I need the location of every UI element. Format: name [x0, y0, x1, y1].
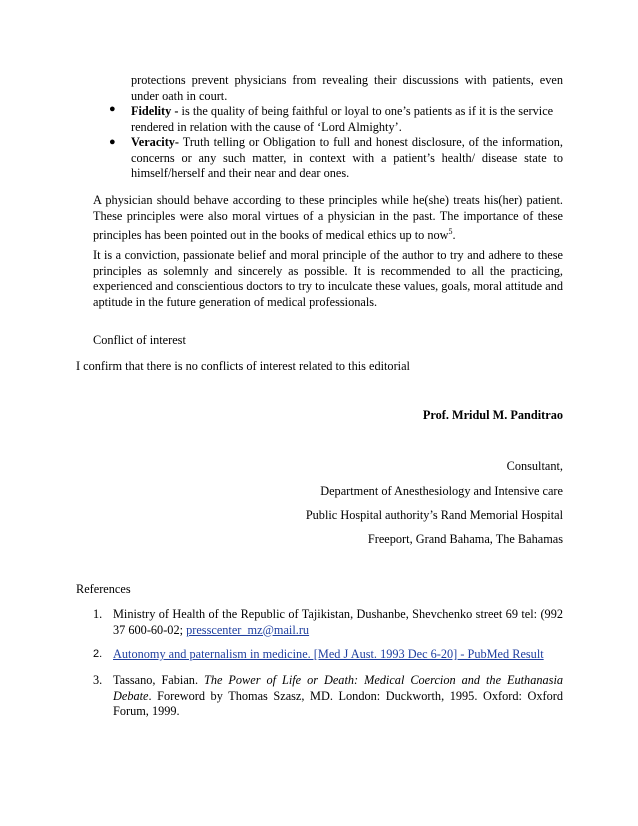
- coi-heading: Conflict of interest: [93, 333, 186, 347]
- reference-text: Ministry of Health of the Republic of Tajikistan, Dushanbe, Shevchenko street 69 tel: (992 37 600-60-02;: [113, 607, 563, 637]
- author-title: Consultant,: [506, 459, 563, 473]
- reference-pubmed-link[interactable]: Autonomy and paternalism in medicine. [Med J Aust. 1993 Dec 6-20] - PubMed Result: [113, 647, 544, 661]
- intro-continuation: protections prevent physicians from revealing their discussions with patients, even under oath in court.: [131, 73, 563, 103]
- author-name: [423, 408, 563, 424]
- coi-text: I confirm that there is no conflicts of interest related to this editorial: [76, 359, 410, 373]
- paragraph-end: .: [452, 228, 456, 243]
- reference-text: . Foreword by Thomas Szasz, MD. London: Duckworth, 1995. Oxford: Oxford Forum, 1999.: [113, 688, 563, 718]
- paragraph-text: A physician should behave according to these principles while he(she) treats his(her) patient. These principles were also moral virtues of a physician in the past. The importance of these principles has been pointed out in the books of medical ethics up to now: [93, 193, 563, 243]
- footnote-ref: 5: [448, 227, 453, 236]
- reference-title: The Power of Life or Death: Medical Coercion and the Euthanasia Debate: [113, 673, 564, 703]
- reference-item-2: [113, 647, 573, 663]
- bullet-text: is the quality of being faithful or loyal to one’s patients as if it is the service rendered in relation with the cause of ‘Lord Almighty’.: [131, 104, 554, 134]
- reference-number: 2.: [93, 648, 103, 660]
- reference-number: 3.: [93, 673, 103, 687]
- bullet-fidelity: [131, 104, 571, 135]
- reference-email-link[interactable]: presscenter_mz@mail.ru: [186, 622, 310, 637]
- bullet-icon: ●: [109, 103, 116, 115]
- reference-item-1: [113, 607, 563, 638]
- references-heading: References: [76, 582, 131, 596]
- author-department: Department of Anesthesiology and Intensive care: [320, 484, 563, 498]
- bullet-veracity: [131, 135, 563, 182]
- reference-number: 1.: [93, 607, 103, 621]
- paragraph-conviction: It is a conviction, passionate belief and moral principle of the author to try and adhere to these principles as solemnly and sincerely as possible. It is recommended to all the practicing, experienced and conscientious doctors to try to inculcate these values, goals, moral attitude and aptitude in the future generation of medical professionals.: [93, 248, 563, 309]
- bullet-term: Fidelity -: [131, 104, 179, 118]
- reference-text: Tassano, Fabian.: [113, 673, 204, 687]
- author-hospital: Public Hospital authority’s Rand Memorial Hospital: [305, 508, 563, 522]
- author-name-text: Prof. Mridul M. Panditrao: [422, 408, 563, 422]
- paragraph-principles: [93, 193, 563, 244]
- author-location: Freeport, Grand Bahama, The Bahamas: [367, 532, 563, 546]
- bullet-text: Truth telling or Obligation to full and honest disclosure, of the information, concerns or any such matter, in context with a patient’s health/ disease state to himself/herself and their near and dear ones.: [131, 135, 563, 180]
- bullet-term: Veracity-: [131, 135, 180, 149]
- bullet-icon: ●: [109, 136, 116, 148]
- reference-item-3: [113, 673, 563, 720]
